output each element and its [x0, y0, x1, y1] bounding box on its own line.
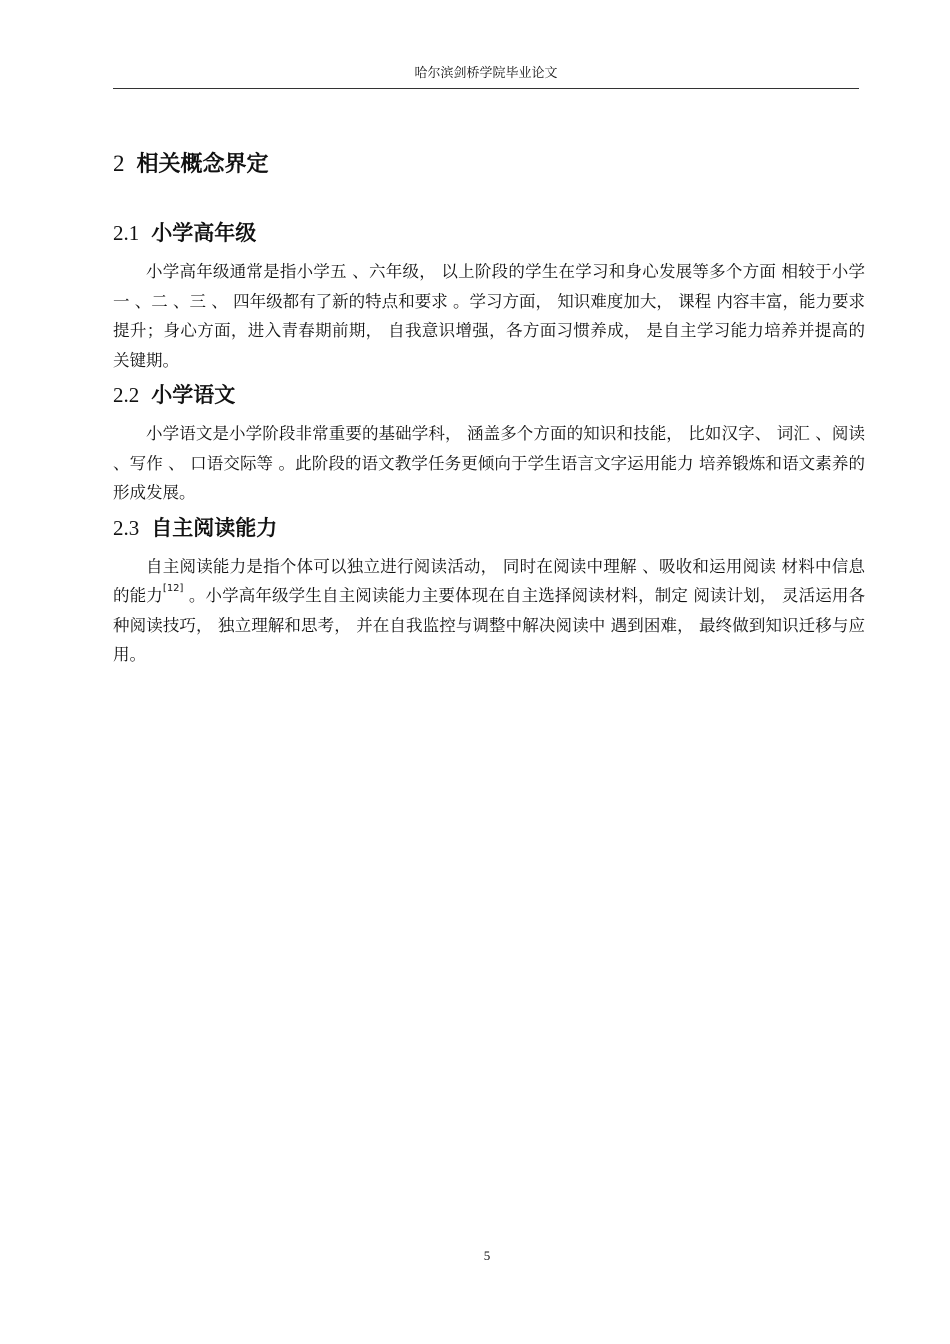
section-heading-2-1 [113, 215, 865, 251]
chapter-title: 相关概念界定 [136, 152, 269, 177]
section-title: 小学语文 [151, 383, 236, 407]
section-paragraph: 小学高年级通常是指小学五 、六年级， 以上阶段的学生在学习和身心发展等多个方面 相较于小学一 、二 、三 、 四年级都有了新的特点和要求 。学习方面， 知识难度加大， 课程 内容丰富，能力要求提升；身心方面，进入青春期前期， 自我意识增强，各方面习惯养成， 是自主学习能力培养并提高的关键期。 [113, 262, 865, 370]
section-paragraph: 小学语文是小学阶段非常重要的基础学科， 涵盖多个方面的知识和技能， 比如汉字、 词汇 、阅读 、写作 、 口语交际等 。此阶段的语文教学任务更倾向于学生语言文字运用能力 培养锻炼和语文素养的形成发展。 [113, 424, 865, 502]
section-title: 小学高年级 [151, 221, 257, 245]
page-number: 5 [483, 1248, 491, 1263]
section-heading-2-2 [113, 377, 865, 413]
section-number: 2.1 [113, 221, 140, 245]
chapter-heading [113, 140, 865, 189]
paragraph-text: 。小学高年级学生自主阅读能力主要体现在自主选择阅读材料，制定 阅读计划， 灵活运用各种阅读技巧， 独立理解和思考， 并在自我监控与调整中解决阅读中 遇到困难， 最终做到知识迁移与应用。 [113, 586, 865, 664]
paragraph-text: 自主阅读能力是指个体可以独立进行阅读活动， 同时在阅读中理解 、吸收和运用阅读 材料中信息的能力 [113, 556, 865, 605]
section-heading-2-3 [113, 510, 865, 546]
section-number: 2.2 [113, 383, 140, 407]
citation-reference[interactable]: [12] [162, 583, 184, 594]
header-divider [113, 88, 859, 89]
section-paragraph [113, 552, 865, 670]
page-body [113, 140, 865, 670]
section-number: 2.3 [113, 515, 140, 540]
running-header: 哈尔滨剑桥学院毕业论文 [414, 66, 558, 81]
chapter-number: 2 [113, 151, 125, 176]
section-title: 自主阅读能力 [151, 515, 278, 540]
